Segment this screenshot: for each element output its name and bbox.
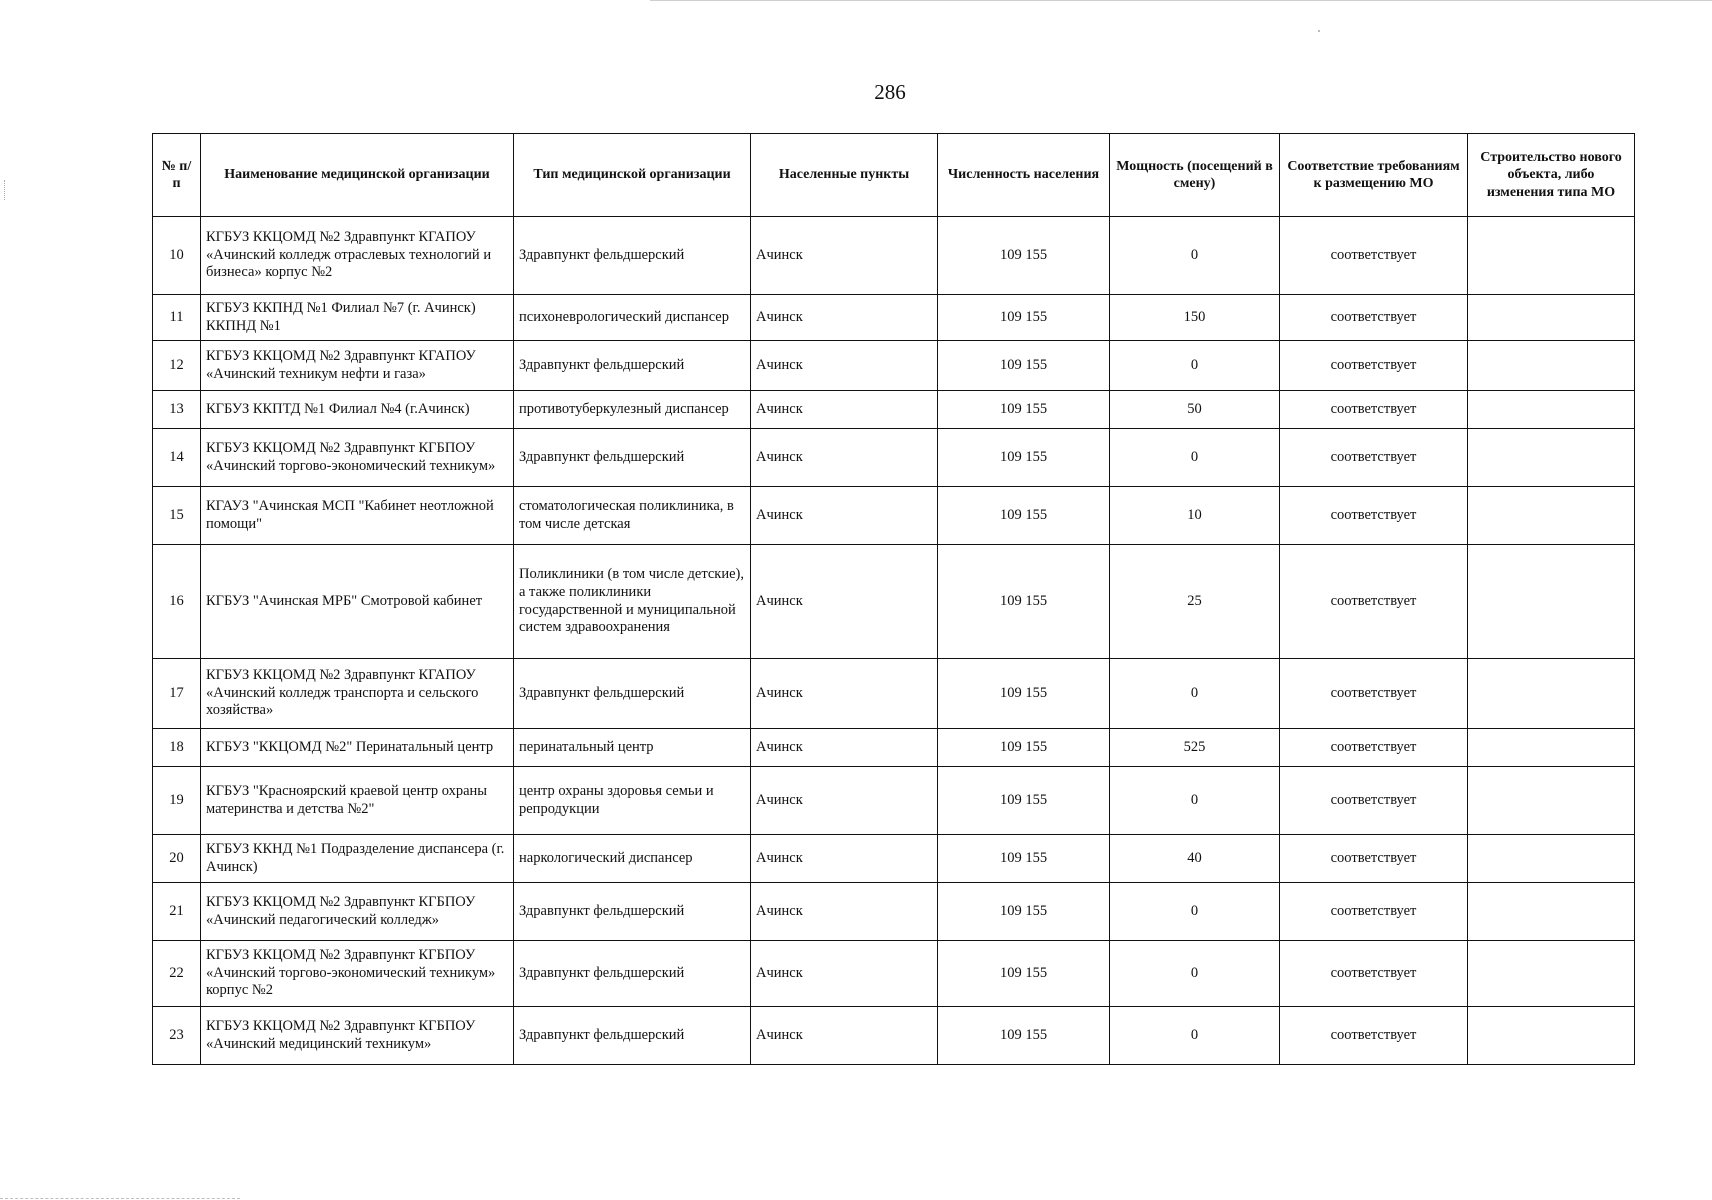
row-number: 16 [153, 545, 201, 659]
table-row [153, 545, 1635, 659]
compliance-cell: соответствует [1280, 835, 1468, 883]
compliance-cell: соответствует [1280, 429, 1468, 487]
capacity-cell: 10 [1110, 487, 1280, 545]
locality-cell: Ачинск [751, 659, 938, 729]
org-type-cell: наркологический диспансер [514, 835, 751, 883]
capacity-cell: 0 [1110, 883, 1280, 941]
row-number: 22 [153, 941, 201, 1007]
org-type-cell: Здравпункт фельдшерский [514, 217, 751, 295]
scan-artifact-dot [1318, 30, 1320, 32]
compliance-cell: соответствует [1280, 341, 1468, 391]
capacity-cell: 0 [1110, 659, 1280, 729]
org-name-cell: КГБУЗ ККЦОМД №2 Здравпункт КГБПОУ «Ачинский торгово-экономический техникум» [201, 429, 514, 487]
table-row [153, 883, 1635, 941]
locality-cell: Ачинск [751, 487, 938, 545]
table-row [153, 295, 1635, 341]
row-number: 14 [153, 429, 201, 487]
scan-artifact-top [650, 0, 1712, 1]
locality-cell: Ачинск [751, 217, 938, 295]
scan-artifact-edge [4, 180, 6, 200]
compliance-cell: соответствует [1280, 883, 1468, 941]
population-cell: 109 155 [938, 487, 1110, 545]
compliance-cell: соответствует [1280, 659, 1468, 729]
construction-cell [1468, 835, 1635, 883]
table-row [153, 217, 1635, 295]
capacity-cell: 50 [1110, 391, 1280, 429]
locality-cell: Ачинск [751, 295, 938, 341]
page-number: 286 [874, 80, 906, 104]
construction-cell [1468, 729, 1635, 767]
org-name-cell: КГБУЗ ККЦОМД №2 Здравпункт КГАПОУ «Ачинский колледж отраслевых технологий и бизнеса» корпус №2 [201, 217, 514, 295]
org-type-cell: противотуберкулезный диспансер [514, 391, 751, 429]
population-cell: 109 155 [938, 835, 1110, 883]
org-type-cell: Поликлиники (в том числе детские), а также поликлиники государственной и муниципальной систем здравоохранения [514, 545, 751, 659]
org-type-cell: Здравпункт фельдшерский [514, 659, 751, 729]
table-row [153, 729, 1635, 767]
population-cell: 109 155 [938, 941, 1110, 1007]
capacity-cell: 0 [1110, 767, 1280, 835]
table-row [153, 767, 1635, 835]
row-number: 17 [153, 659, 201, 729]
org-name-cell: КГБУЗ ККНД №1 Подразделение диспансера (г. Ачинск) [201, 835, 514, 883]
locality-cell: Ачинск [751, 545, 938, 659]
header-number: № п/п [153, 134, 201, 217]
org-name-cell: КГБУЗ ККЦОМД №2 Здравпункт КГБПОУ «Ачинский торгово-экономический техникум» корпус №2 [201, 941, 514, 1007]
compliance-cell: соответствует [1280, 545, 1468, 659]
row-number: 23 [153, 1007, 201, 1065]
table-row [153, 941, 1635, 1007]
table-header-row [153, 134, 1635, 217]
org-type-cell: центр охраны здоровья семьи и репродукции [514, 767, 751, 835]
compliance-cell: соответствует [1280, 941, 1468, 1007]
construction-cell [1468, 1007, 1635, 1065]
header-capacity: Мощность (посещений в смену) [1110, 134, 1280, 217]
construction-cell [1468, 341, 1635, 391]
locality-cell: Ачинск [751, 391, 938, 429]
construction-cell [1468, 659, 1635, 729]
scan-artifact-bottom [0, 1198, 240, 1199]
org-type-cell: психоневрологический диспансер [514, 295, 751, 341]
population-cell: 109 155 [938, 545, 1110, 659]
compliance-cell: соответствует [1280, 295, 1468, 341]
row-number: 10 [153, 217, 201, 295]
construction-cell [1468, 941, 1635, 1007]
population-cell: 109 155 [938, 659, 1110, 729]
locality-cell: Ачинск [751, 1007, 938, 1065]
construction-cell [1468, 295, 1635, 341]
population-cell: 109 155 [938, 883, 1110, 941]
facilities-table [152, 133, 1635, 1065]
locality-cell: Ачинск [751, 835, 938, 883]
org-name-cell: КГБУЗ "Ачинская МРБ" Смотровой кабинет [201, 545, 514, 659]
capacity-cell: 0 [1110, 941, 1280, 1007]
compliance-cell: соответствует [1280, 729, 1468, 767]
capacity-cell: 40 [1110, 835, 1280, 883]
compliance-cell: соответствует [1280, 487, 1468, 545]
row-number: 13 [153, 391, 201, 429]
org-name-cell: КГАУЗ "Ачинская МСП "Кабинет неотложной помощи" [201, 487, 514, 545]
capacity-cell: 150 [1110, 295, 1280, 341]
construction-cell [1468, 883, 1635, 941]
org-name-cell: КГБУЗ ККЦОМД №2 Здравпункт КГБПОУ «Ачинский медицинский техникум» [201, 1007, 514, 1065]
population-cell: 109 155 [938, 391, 1110, 429]
org-type-cell: Здравпункт фельдшерский [514, 341, 751, 391]
row-number: 12 [153, 341, 201, 391]
org-name-cell: КГБУЗ ККЦОМД №2 Здравпункт КГБПОУ «Ачинский педагогический колледж» [201, 883, 514, 941]
org-name-cell: КГБУЗ ККПТД №1 Филиал №4 (г.Ачинск) [201, 391, 514, 429]
org-type-cell: перинатальный центр [514, 729, 751, 767]
org-name-cell: КГБУЗ "ККЦОМД №2" Перинатальный центр [201, 729, 514, 767]
population-cell: 109 155 [938, 767, 1110, 835]
header-population: Численность населения [938, 134, 1110, 217]
population-cell: 109 155 [938, 341, 1110, 391]
locality-cell: Ачинск [751, 341, 938, 391]
table-row [153, 391, 1635, 429]
construction-cell [1468, 487, 1635, 545]
table-row [153, 341, 1635, 391]
capacity-cell: 0 [1110, 1007, 1280, 1065]
org-type-cell: Здравпункт фельдшерский [514, 1007, 751, 1065]
row-number: 11 [153, 295, 201, 341]
construction-cell [1468, 545, 1635, 659]
locality-cell: Ачинск [751, 729, 938, 767]
capacity-cell: 0 [1110, 429, 1280, 487]
construction-cell [1468, 767, 1635, 835]
header-compliance: Соответствие требованиям к размещению МО [1280, 134, 1468, 217]
header-org-name: Наименование медицинской организации [201, 134, 514, 217]
locality-cell: Ачинск [751, 883, 938, 941]
locality-cell: Ачинск [751, 767, 938, 835]
capacity-cell: 25 [1110, 545, 1280, 659]
header-localities: Населенные пункты [751, 134, 938, 217]
compliance-cell: соответствует [1280, 217, 1468, 295]
org-name-cell: КГБУЗ ККПНД №1 Филиал №7 (г. Ачинск) ККПНД №1 [201, 295, 514, 341]
row-number: 21 [153, 883, 201, 941]
table-row [153, 1007, 1635, 1065]
table-row [153, 487, 1635, 545]
construction-cell [1468, 391, 1635, 429]
construction-cell [1468, 429, 1635, 487]
capacity-cell: 0 [1110, 341, 1280, 391]
row-number: 18 [153, 729, 201, 767]
row-number: 15 [153, 487, 201, 545]
org-type-cell: Здравпункт фельдшерский [514, 941, 751, 1007]
row-number: 19 [153, 767, 201, 835]
table-row [153, 429, 1635, 487]
table-row [153, 659, 1635, 729]
capacity-cell: 0 [1110, 217, 1280, 295]
population-cell: 109 155 [938, 217, 1110, 295]
population-cell: 109 155 [938, 729, 1110, 767]
org-type-cell: стоматологическая поликлиника, в том числе детская [514, 487, 751, 545]
population-cell: 109 155 [938, 1007, 1110, 1065]
compliance-cell: соответствует [1280, 767, 1468, 835]
row-number: 20 [153, 835, 201, 883]
compliance-cell: соответствует [1280, 1007, 1468, 1065]
table-row [153, 835, 1635, 883]
org-name-cell: КГБУЗ ККЦОМД №2 Здравпункт КГАПОУ «Ачинский колледж транспорта и сельского хозяйства» [201, 659, 514, 729]
org-name-cell: КГБУЗ ККЦОМД №2 Здравпункт КГАПОУ «Ачинский техникум нефти и газа» [201, 341, 514, 391]
compliance-cell: соответствует [1280, 391, 1468, 429]
locality-cell: Ачинск [751, 429, 938, 487]
locality-cell: Ачинск [751, 941, 938, 1007]
org-type-cell: Здравпункт фельдшерский [514, 883, 751, 941]
org-type-cell: Здравпункт фельдшерский [514, 429, 751, 487]
capacity-cell: 525 [1110, 729, 1280, 767]
header-org-type: Тип медицинской организации [514, 134, 751, 217]
construction-cell [1468, 217, 1635, 295]
header-construction: Строительство нового объекта, либо изменения типа МО [1468, 134, 1635, 217]
population-cell: 109 155 [938, 429, 1110, 487]
org-name-cell: КГБУЗ "Красноярский краевой центр охраны материнства и детства №2" [201, 767, 514, 835]
population-cell: 109 155 [938, 295, 1110, 341]
